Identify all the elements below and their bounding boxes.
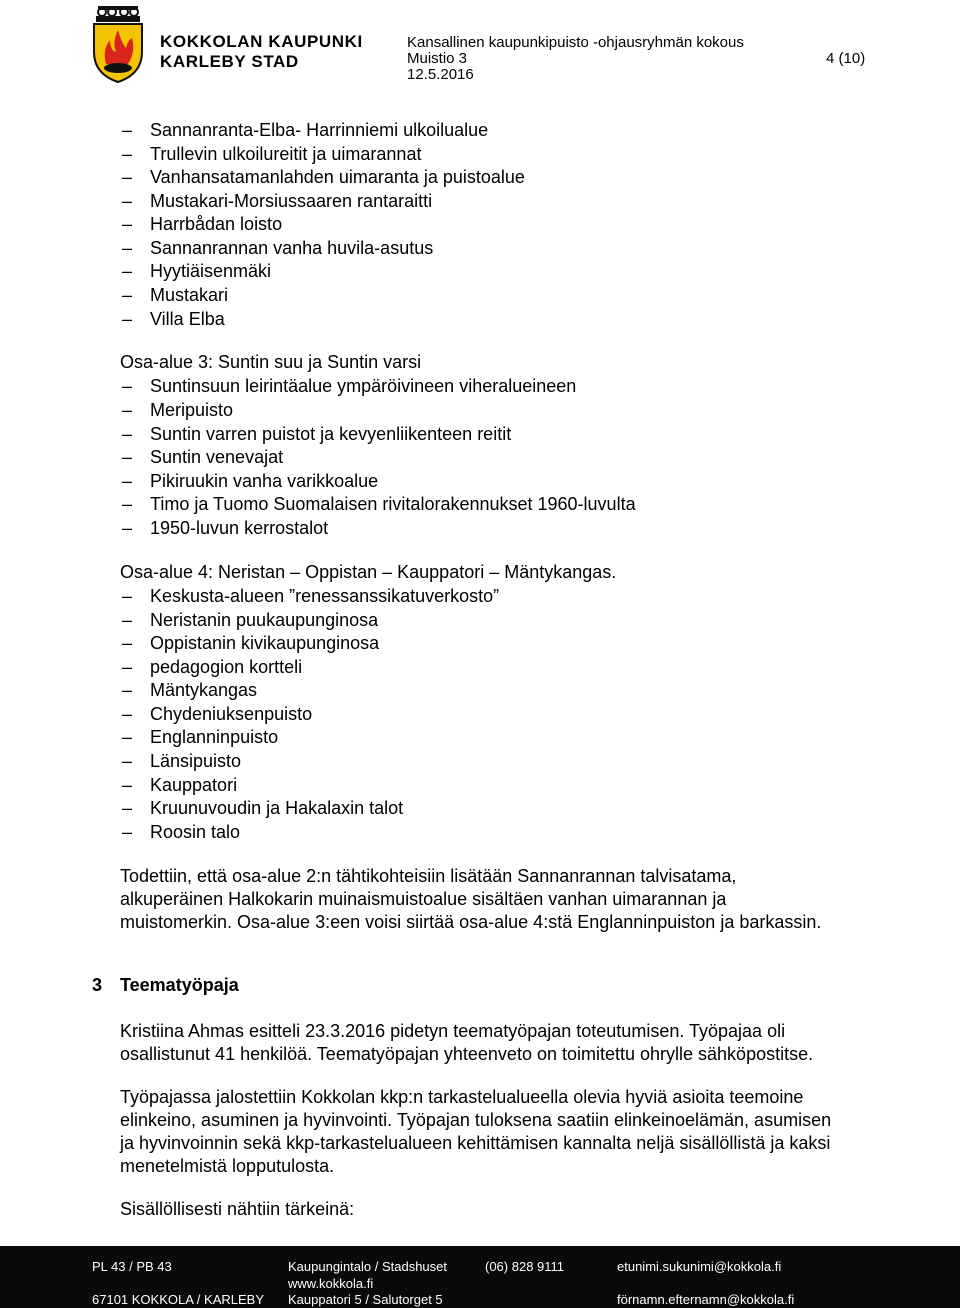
dash-bullet-icon: – <box>122 798 133 818</box>
dash-bullet-icon: – <box>122 144 133 164</box>
dash-bullet-icon: – <box>122 657 133 677</box>
dash-bullet-icon: – <box>122 238 133 258</box>
list-item: – Oppistanin kivikaupunginosa <box>122 633 380 653</box>
list-item: – Suntinsuun leirintäalue ympäröivineen viheralueineen <box>122 376 577 396</box>
dash-bullet-icon: – <box>122 120 133 140</box>
list-item: – Meripuisto <box>122 400 234 420</box>
dash-bullet-icon: – <box>122 704 133 724</box>
paragraph-line: elinkeino, asuminen ja hyvinvointi. Työpajan tuloksena saatiin elinkeinoelämän, asumisen <box>120 1110 832 1130</box>
document-date: 12.5.2016 <box>407 66 474 83</box>
dash-bullet-icon: – <box>122 191 133 211</box>
paragraph-line: Sisällöllisesti nähtiin tärkeinä: <box>120 1199 355 1219</box>
list-item: – pedagogion kortteli <box>122 657 303 677</box>
dash-bullet-icon: – <box>122 751 133 771</box>
list-item: – Suntin varren puistot ja kevyenliikenteen reitit <box>122 424 512 444</box>
dash-bullet-icon: – <box>122 400 133 420</box>
area4-heading: Osa-alue 4: Neristan – Oppistan – Kauppatori – Mäntykangas. <box>120 562 617 582</box>
list-item: – Villa Elba <box>122 309 225 329</box>
paragraph-line: Työpajassa jalostettiin Kokkolan kkp:n tarkastelualueella olevia hyviä asioita teemoine <box>120 1087 804 1107</box>
paragraph-line: osallistunut 41 henkilöä. Teematyöpajan yhteenveto on toimitettu ohrylle sähköpostitse. <box>120 1044 814 1064</box>
city-crest-logo <box>88 4 148 84</box>
dash-bullet-icon: – <box>122 471 133 491</box>
dash-bullet-icon: – <box>122 447 133 467</box>
meeting-title: Kansallinen kaupunkipuisto -ohjausryhmän kokous <box>407 34 744 51</box>
dash-bullet-icon: – <box>122 214 133 234</box>
footer-email-sv[interactable]: förnamn.efternamn@kokkola.fi <box>617 1292 795 1307</box>
dash-bullet-icon: – <box>122 494 133 514</box>
dash-bullet-icon: – <box>122 610 133 630</box>
dash-bullet-icon: – <box>122 167 133 187</box>
section-title: Teematyöpaja <box>120 975 239 995</box>
list-item: – Trullevin ulkoilureitit ja uimarannat <box>122 144 422 164</box>
paragraph-line: ja hyvinvoinnin sekä kkp-tarkastelualueen kehittämisen kannalta neljä sisällöllistä ja kaksi <box>120 1133 831 1153</box>
paragraph-line: alkuperäinen Halkokarin muinaismuistoalue sisältäen vanhan uimarannan ja <box>120 889 727 909</box>
footer-email-fi[interactable]: etunimi.sukunimi@kokkola.fi <box>617 1259 782 1274</box>
list-item: – Mäntykangas <box>122 680 258 700</box>
list-item: – Keskusta-alueen ”renessanssikatuverkosto” <box>122 586 500 606</box>
list-item: – Kruunuvoudin ja Hakalaxin talot <box>122 798 404 818</box>
paragraph-line: menetelmistä lopputulosta. <box>120 1156 335 1176</box>
dash-bullet-icon: – <box>122 775 133 795</box>
dash-bullet-icon: – <box>122 822 133 842</box>
section-number: 3 <box>92 975 103 995</box>
dash-bullet-icon: – <box>122 586 133 606</box>
list-item: – Chydeniuksenpuisto <box>122 704 313 724</box>
dash-bullet-icon: – <box>122 633 133 653</box>
list-item: – Mustakari-Morsiussaaren rantaraitti <box>122 191 433 211</box>
list-item: – Hyytiäisenmäki <box>122 261 272 281</box>
dash-bullet-icon: – <box>122 285 133 305</box>
dash-bullet-icon: – <box>122 261 133 281</box>
page-footer <box>0 1246 960 1308</box>
dash-bullet-icon: – <box>122 309 133 329</box>
footer-phone: (06) 828 9111 <box>485 1259 565 1274</box>
city-name-swedish: KARLEBY STAD <box>160 52 299 71</box>
paragraph-line: Kristiina Ahmas esitteli 23.3.2016 pidetyn teematyöpajan toteutumisen. Työpajaa oli <box>120 1021 786 1041</box>
paragraph-line: Todettiin, että osa-alue 2:n tähtikohteisiin lisätään Sannanrannan talvisatama, <box>120 866 737 886</box>
dash-bullet-icon: – <box>122 518 133 538</box>
list-item: – Suntin venevajat <box>122 447 284 467</box>
list-item: – Kauppatori <box>122 775 238 795</box>
dash-bullet-icon: – <box>122 680 133 700</box>
list-item: – Pikiruukin vanha varikkoalue <box>122 471 379 491</box>
dash-bullet-icon: – <box>122 424 133 444</box>
list-item: – Roosin talo <box>122 822 241 842</box>
dash-bullet-icon: – <box>122 376 133 396</box>
footer-postal-address: 67101 KOKKOLA / KARLEBY <box>92 1292 264 1307</box>
city-name-finnish: KOKKOLAN KAUPUNKI <box>160 32 363 51</box>
list-item: – Vanhansatamanlahden uimaranta ja puistoalue <box>122 167 525 187</box>
dash-bullet-icon: – <box>122 727 133 747</box>
list-item: – Sannanranta-Elba- Harrinniemi ulkoilualue <box>122 120 489 140</box>
footer-building: Kaupungintalo / Stadshuset <box>288 1259 448 1274</box>
list-item: – Neristanin puukaupunginosa <box>122 610 379 630</box>
list-item: – Sannanrannan vanha huvila-asutus <box>122 238 434 258</box>
list-item: – Harrbådan loisto <box>122 214 283 234</box>
area3-heading: Osa-alue 3: Suntin suu ja Suntin varsi <box>120 352 422 372</box>
list-item: – 1950-luvun kerrostalot <box>122 518 329 538</box>
list-item: – Länsipuisto <box>122 751 242 771</box>
paragraph-line: muistomerkin. Osa-alue 3:een voisi siirtää osa-alue 4:stä Englanninpuiston ja barkassin. <box>120 912 822 932</box>
list-item: – Timo ja Tuomo Suomalaisen rivitalorakennukset 1960-luvulta <box>122 494 636 514</box>
footer-website-link[interactable]: www.kokkola.fi <box>288 1276 374 1291</box>
list-item: – Mustakari <box>122 285 229 305</box>
page-number: 4 (10) <box>826 50 866 67</box>
footer-street-address: Kauppatori 5 / Salutorget 5 <box>288 1292 443 1307</box>
list-item: – Englanninpuisto <box>122 727 279 747</box>
footer-po-box: PL 43 / PB 43 <box>92 1259 172 1274</box>
document-label: Muistio 3 <box>407 50 468 67</box>
